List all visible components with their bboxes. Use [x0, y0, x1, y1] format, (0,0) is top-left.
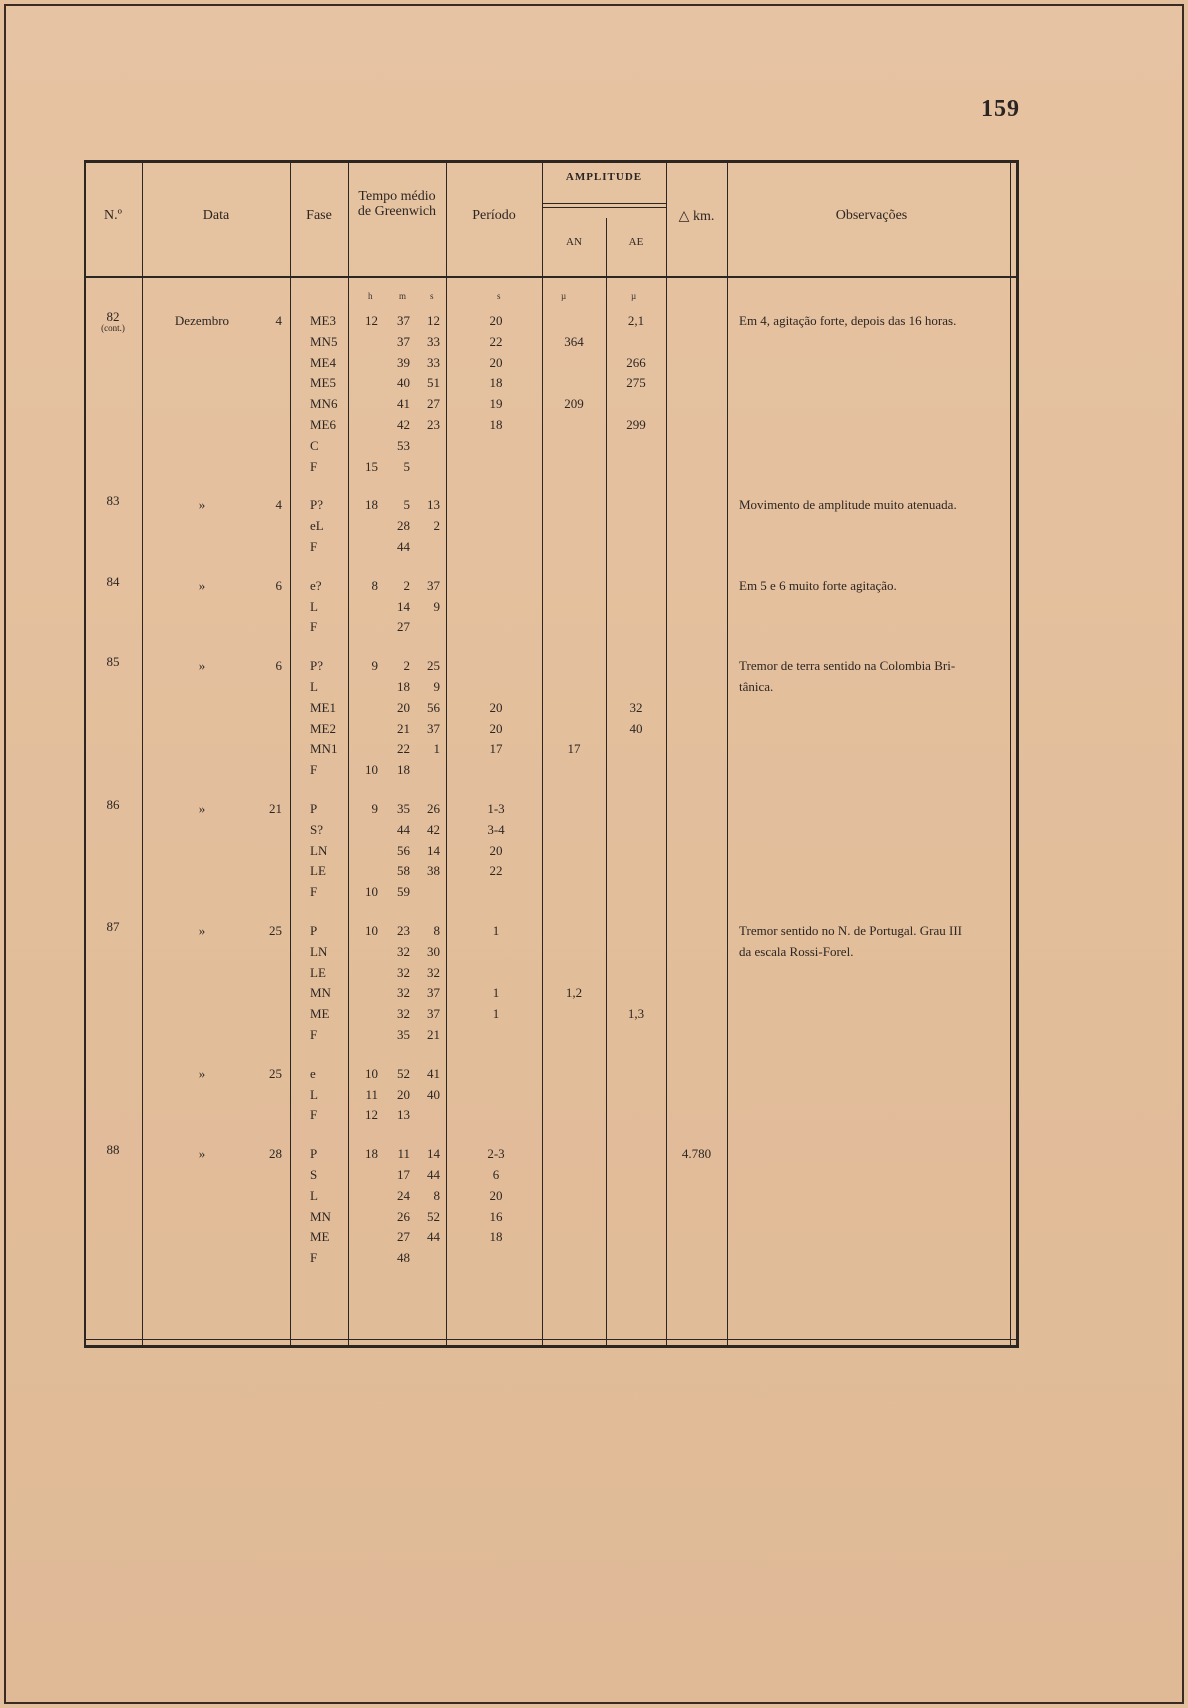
row-period: 6: [492, 1167, 500, 1182]
unit-m: m: [399, 291, 407, 301]
row-phase: ME: [310, 1229, 330, 1244]
row-second: 41: [427, 1066, 440, 1081]
row-period: 22: [489, 863, 503, 878]
row-phase: F: [310, 1250, 318, 1265]
row-minute: 56: [397, 843, 410, 858]
row-period: 18: [489, 1229, 503, 1244]
row-second: 2: [433, 518, 440, 533]
row-phase: e?: [310, 578, 322, 593]
row-month: »: [198, 578, 206, 593]
row-phase: S?: [310, 822, 323, 837]
row-phase: eL: [310, 518, 324, 533]
header-an: AN: [566, 236, 582, 248]
row-minute: 58: [397, 863, 410, 878]
row-phase: F: [310, 459, 318, 474]
row-number: 88: [106, 1142, 120, 1157]
row-number: 83: [106, 493, 120, 508]
row-minute: 28: [397, 518, 410, 533]
row-phase: LE: [310, 863, 326, 878]
row-observation: Em 5 e 6 muito forte agitação.: [739, 578, 897, 593]
row-period: 1: [492, 1006, 500, 1021]
row-minute: 5: [403, 459, 410, 474]
row-amplitude-n: 209: [564, 396, 584, 411]
row-minute: 13: [397, 1107, 410, 1122]
row-period: 20: [489, 1188, 503, 1203]
row-hour: 10: [365, 884, 378, 899]
row-second: 1: [433, 741, 440, 756]
row-phase: ME3: [310, 313, 336, 328]
row-month: »: [198, 1066, 206, 1081]
row-minute: 27: [397, 619, 410, 634]
row-hour: 12: [365, 313, 378, 328]
unit-s: s: [430, 291, 434, 301]
row-hour: 18: [365, 1146, 378, 1161]
row-amplitude-e: 266: [626, 355, 646, 370]
column-separator: [290, 160, 291, 1345]
row-period: 18: [489, 375, 503, 390]
row-period: 17: [489, 741, 503, 756]
row-day: 6: [275, 658, 282, 673]
row-minute: 35: [397, 801, 410, 816]
row-phase: L: [310, 599, 318, 614]
row-phase: L: [310, 679, 318, 694]
row-hour: 9: [371, 658, 378, 673]
row-period: 1: [492, 985, 500, 1000]
row-period: 22: [489, 334, 503, 349]
row-second: 52: [427, 1209, 440, 1224]
row-day: 4: [275, 497, 282, 512]
row-second: 33: [427, 355, 440, 370]
row-month: »: [198, 1146, 206, 1161]
row-hour: 10: [365, 1066, 378, 1081]
unit-period: s: [497, 291, 501, 301]
row-second: 14: [427, 1146, 440, 1161]
row-phase: C: [310, 438, 319, 453]
row-number: 87: [106, 919, 120, 934]
row-amplitude-e: 299: [626, 417, 646, 432]
row-minute: 11: [397, 1146, 410, 1161]
row-minute: 32: [397, 944, 410, 959]
header-obs: Observações: [835, 208, 908, 223]
row-minute: 26: [397, 1209, 410, 1224]
row-minute: 37: [397, 313, 410, 328]
row-minute: 32: [397, 1006, 410, 1021]
row-month: »: [198, 923, 206, 938]
header-bottom-rule: [84, 276, 1016, 278]
row-amplitude-e: 40: [629, 721, 643, 736]
row-phase: MN5: [310, 334, 338, 349]
row-minute: 40: [397, 375, 410, 390]
row-amplitude-n: 17: [567, 741, 581, 756]
table-right-border-inner: [1010, 160, 1011, 1348]
row-amplitude-n: 364: [564, 334, 584, 349]
row-minute: 18: [397, 679, 410, 694]
row-second: 9: [433, 679, 440, 694]
row-number: 84: [106, 574, 120, 589]
row-phase: MN: [310, 1209, 331, 1224]
row-second: 14: [427, 843, 440, 858]
row-period: 20: [489, 721, 503, 736]
row-hour: 9: [371, 801, 378, 816]
row-observation: Tremor de terra sentido na Colombia Bri-: [739, 658, 956, 673]
row-day: 4: [275, 313, 282, 328]
row-second: 44: [427, 1229, 440, 1244]
row-second: 37: [427, 578, 440, 593]
header-tempo: Tempo médio de Greenwich: [357, 189, 437, 219]
row-minute: 52: [397, 1066, 410, 1081]
row-phase: LN: [310, 843, 328, 858]
row-second: 9: [433, 599, 440, 614]
row-amplitude-e: 32: [629, 700, 643, 715]
row-period: 20: [489, 355, 503, 370]
row-phase: L: [310, 1087, 318, 1102]
row-second: 21: [427, 1027, 440, 1042]
column-separator: [142, 160, 143, 1345]
amplitude-header-rule-2: [542, 207, 666, 208]
row-observation: Em 4, agitação forte, depois das 16 horas.: [739, 313, 957, 328]
row-minute: 18: [397, 762, 410, 777]
header-fase: Fase: [306, 208, 332, 223]
row-amplitude-e: 275: [626, 375, 646, 390]
row-day: 21: [269, 801, 282, 816]
row-phase: P: [310, 923, 318, 938]
row-distance-km: 4.780: [681, 1146, 712, 1161]
row-second: 37: [427, 721, 440, 736]
row-minute: 20: [397, 1087, 410, 1102]
row-period: 20: [489, 700, 503, 715]
row-amplitude-n: 1,2: [565, 985, 583, 1000]
row-month: »: [198, 497, 206, 512]
row-second: 26: [427, 801, 440, 816]
row-period: 16: [489, 1209, 503, 1224]
row-phase: ME5: [310, 375, 336, 390]
header-ae: AE: [628, 236, 644, 248]
row-period: 20: [489, 843, 503, 858]
row-minute: 20: [397, 700, 410, 715]
row-minute: 32: [397, 965, 410, 980]
row-minute: 41: [397, 396, 410, 411]
row-phase: P?: [310, 658, 323, 673]
row-second: 8: [433, 923, 440, 938]
row-phase: e: [310, 1066, 316, 1081]
row-number: 86: [106, 797, 120, 812]
row-minute: 22: [397, 741, 410, 756]
row-second: 32: [427, 965, 440, 980]
row-phase: ME1: [310, 700, 336, 715]
header-km: △ km.: [678, 209, 715, 224]
row-day: 25: [269, 1066, 282, 1081]
row-phase: P: [310, 1146, 318, 1161]
row-minute: 35: [397, 1027, 410, 1042]
row-second: 38: [427, 863, 440, 878]
row-period: 1: [492, 923, 500, 938]
row-day: 25: [269, 923, 282, 938]
row-phase: P?: [310, 497, 323, 512]
row-number-cont: (cont.): [101, 323, 125, 333]
row-minute: 59: [397, 884, 410, 899]
row-second: 23: [427, 417, 440, 432]
row-phase: F: [310, 539, 318, 554]
column-separator: [666, 160, 667, 1345]
row-second: 51: [427, 375, 440, 390]
row-minute: 24: [397, 1188, 410, 1203]
row-hour: 10: [365, 923, 378, 938]
row-phase: ME2: [310, 721, 336, 736]
row-phase: F: [310, 1107, 318, 1122]
row-second: 8: [433, 1188, 440, 1203]
table-top-rule: [84, 160, 1016, 163]
header-amplitude: AMPLITUDE: [565, 171, 643, 183]
table-right-border: [1016, 160, 1019, 1348]
row-phase: MN1: [310, 741, 338, 756]
row-hour: 10: [365, 762, 378, 777]
page-sheet: [4, 4, 1184, 1704]
row-phase: F: [310, 1027, 318, 1042]
row-minute: 21: [397, 721, 410, 736]
row-phase: F: [310, 762, 318, 777]
row-minute: 32: [397, 985, 410, 1000]
row-second: 56: [427, 700, 440, 715]
row-minute: 44: [397, 539, 410, 554]
row-period: 19: [489, 396, 503, 411]
header-no: N.º: [104, 208, 122, 223]
row-second: 30: [427, 944, 440, 959]
row-phase: S: [310, 1167, 318, 1182]
header-periodo: Período: [472, 208, 516, 223]
column-separator: [446, 160, 447, 1345]
row-hour: 15: [365, 459, 378, 474]
row-second: 37: [427, 985, 440, 1000]
row-minute: 27: [397, 1229, 410, 1244]
row-month: »: [198, 801, 206, 816]
row-second: 13: [427, 497, 440, 512]
row-observation: Movimento de amplitude muito atenuada.: [739, 497, 957, 512]
row-second: 12: [427, 313, 440, 328]
row-phase: ME4: [310, 355, 336, 370]
row-second: 37: [427, 1006, 440, 1021]
row-amplitude-e: 2,1: [627, 313, 645, 328]
row-hour: 8: [371, 578, 378, 593]
row-minute: 44: [397, 822, 410, 837]
row-phase: MN: [310, 985, 331, 1000]
row-second: 27: [427, 396, 440, 411]
row-phase: LN: [310, 944, 328, 959]
row-month: Dezembro: [174, 313, 230, 328]
row-number: 82: [106, 309, 120, 324]
table-bottom-rule-inner: [84, 1339, 1016, 1340]
row-day: 6: [275, 578, 282, 593]
unit-ae: µ: [631, 291, 637, 301]
unit-h: h: [368, 291, 373, 301]
row-minute: 39: [397, 355, 410, 370]
row-hour: 18: [365, 497, 378, 512]
row-second: 42: [427, 822, 440, 837]
row-phase: ME: [310, 1006, 330, 1021]
row-hour: 11: [365, 1087, 378, 1102]
row-observation: tânica.: [739, 679, 774, 694]
amplitude-header-rule: [542, 203, 666, 204]
row-minute: 14: [397, 599, 410, 614]
unit-an: µ: [561, 291, 567, 301]
row-phase: F: [310, 884, 318, 899]
table-left-border: [84, 160, 86, 1348]
row-minute: 2: [403, 578, 410, 593]
row-minute: 17: [397, 1167, 410, 1182]
row-day: 28: [269, 1146, 282, 1161]
row-phase: P: [310, 801, 318, 816]
row-second: 33: [427, 334, 440, 349]
table-bottom-rule: [84, 1345, 1016, 1348]
page-number: 159: [981, 96, 1020, 122]
row-minute: 42: [397, 417, 410, 432]
row-phase: F: [310, 619, 318, 634]
row-minute: 37: [397, 334, 410, 349]
row-second: 25: [427, 658, 440, 673]
row-amplitude-e: 1,3: [627, 1006, 645, 1021]
row-period: 3-4: [487, 822, 505, 837]
row-phase: ME6: [310, 417, 336, 432]
row-number: 85: [106, 654, 120, 669]
row-period: 18: [489, 417, 503, 432]
row-phase: L: [310, 1188, 318, 1203]
row-period: 1-3: [487, 801, 505, 816]
row-period: 2-3: [487, 1146, 505, 1161]
row-minute: 2: [403, 658, 410, 673]
row-second: 44: [427, 1167, 440, 1182]
row-minute: 23: [397, 923, 410, 938]
column-separator: [727, 160, 728, 1345]
row-phase: LE: [310, 965, 326, 980]
row-period: 20: [489, 313, 503, 328]
row-minute: 48: [397, 1250, 410, 1265]
row-observation: Tremor sentido no N. de Portugal. Grau III: [739, 923, 963, 938]
header-data: Data: [202, 208, 230, 223]
row-second: 40: [427, 1087, 440, 1102]
row-minute: 5: [403, 497, 410, 512]
row-month: »: [198, 658, 206, 673]
row-phase: MN6: [310, 396, 338, 411]
row-hour: 12: [365, 1107, 378, 1122]
row-minute: 53: [397, 438, 410, 453]
row-observation: da escala Rossi-Forel.: [739, 944, 854, 959]
